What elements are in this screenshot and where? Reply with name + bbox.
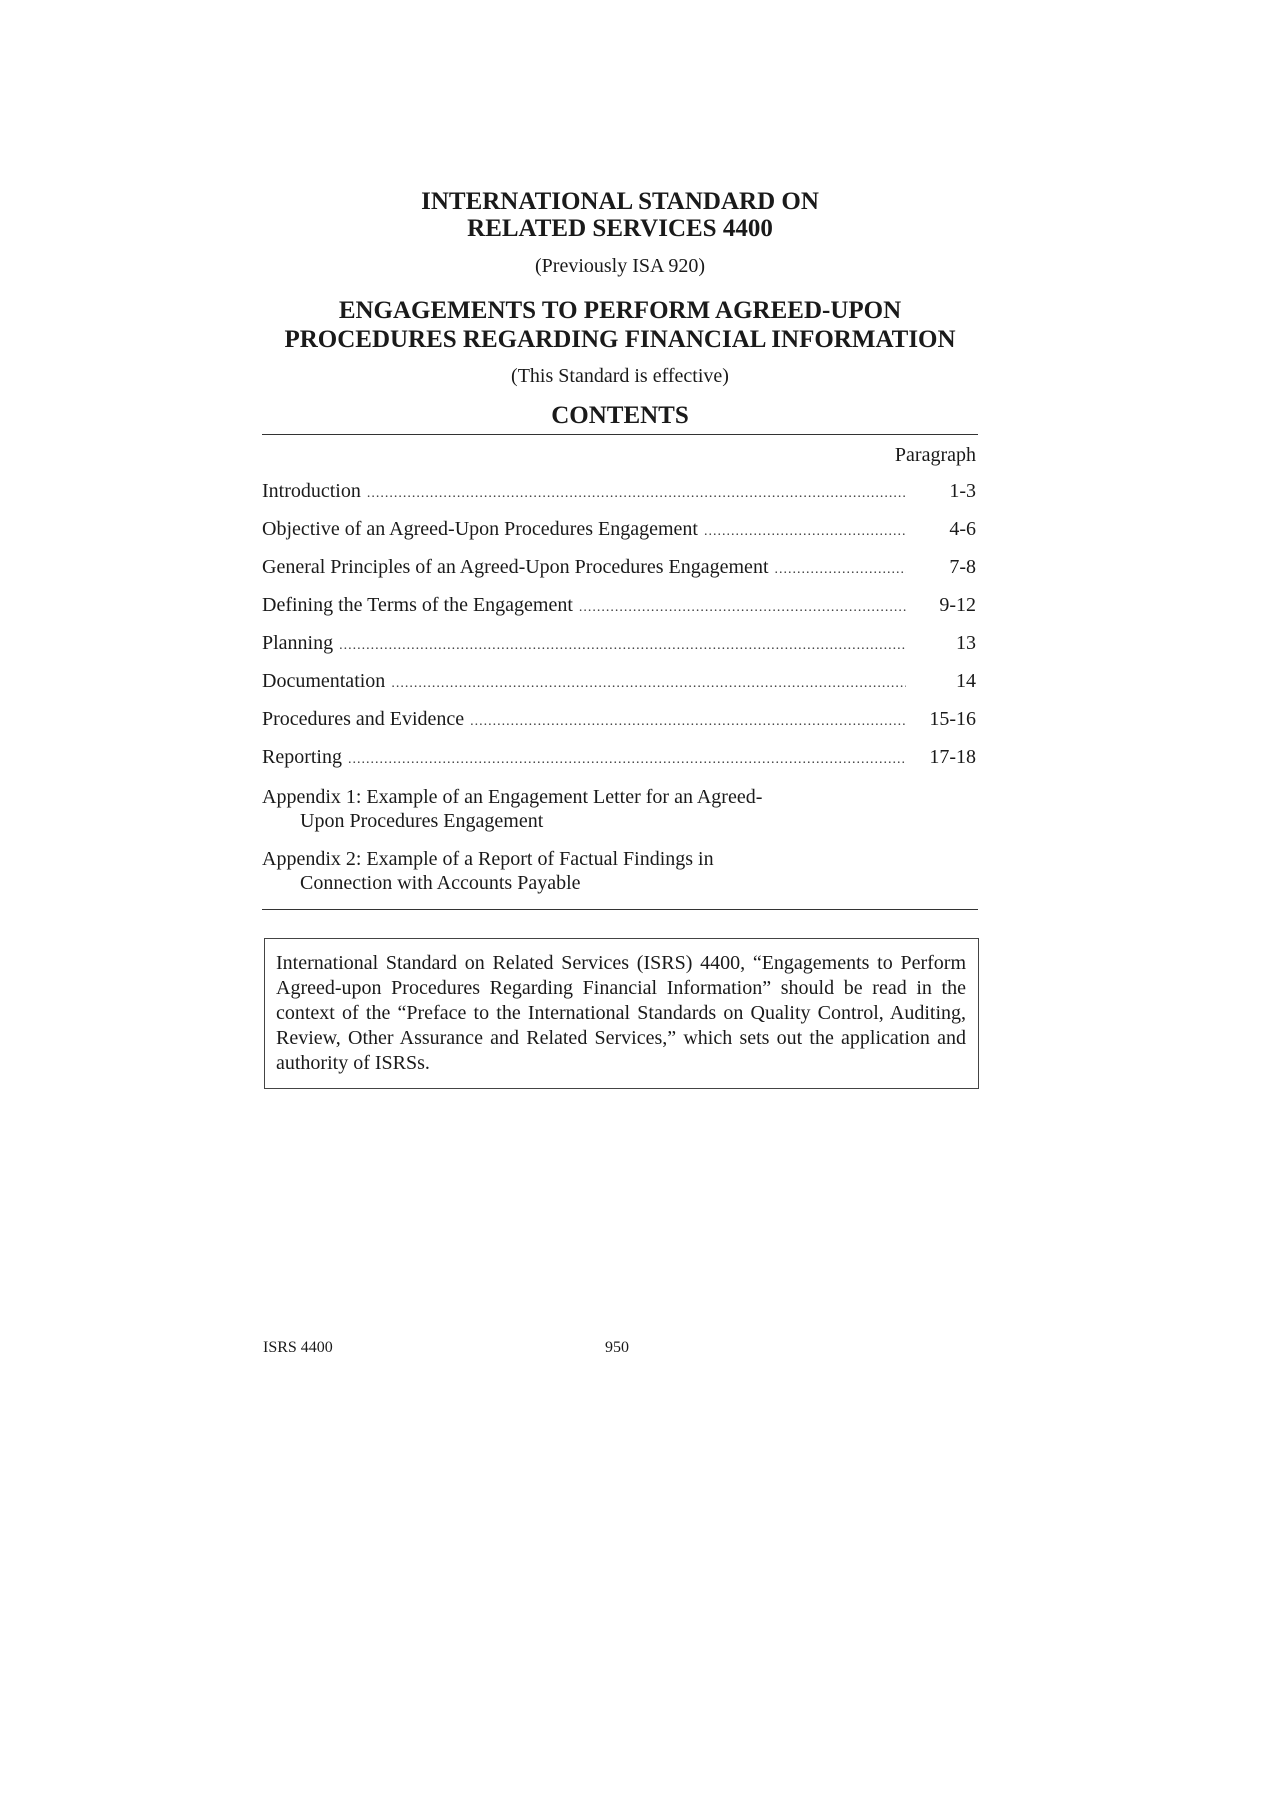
toc-leader-dots (367, 482, 906, 506)
engagement-title-line1: ENGAGEMENTS TO PERFORM AGREED-UPON (338, 297, 902, 324)
toc-row-objective[interactable] (262, 517, 978, 555)
toc-label: Reporting (262, 746, 342, 768)
footer-standard-ref: ISRS 4400 (263, 1339, 333, 1356)
toc-row-planning[interactable] (262, 631, 978, 669)
appendix-line2: Connection with Accounts Payable (300, 872, 581, 894)
appendix-line1: Appendix 1: Example of an Engagement Letter for an Agreed- (262, 786, 763, 808)
appendix-line2: Upon Procedures Engagement (300, 810, 544, 832)
toc-label: General Principles of an Agreed-Upon Procedures Engagement (262, 556, 769, 578)
toc-row-introduction[interactable] (262, 479, 978, 517)
toc-label: Procedures and Evidence (262, 708, 465, 730)
engagement-title (262, 296, 978, 354)
appendix-line1: Appendix 2: Example of a Report of Factual Findings in (262, 848, 714, 870)
title-block (262, 188, 978, 430)
toc-row-defining-terms[interactable] (262, 593, 978, 631)
effective-note: (This Standard is effective) (511, 365, 729, 387)
toc-label: Documentation (262, 670, 386, 692)
standard-title (262, 188, 978, 242)
toc-leader-dots (579, 596, 906, 620)
toc-leader-dots (775, 558, 907, 582)
toc-leader-dots (704, 520, 906, 544)
toc-appendix-1[interactable] (262, 785, 978, 833)
toc-paragraph-ref: 17-18 (929, 746, 976, 768)
toc-label: Planning (262, 632, 334, 654)
toc-leader-dots (391, 672, 906, 696)
toc-leader-dots (339, 634, 906, 658)
toc-row-reporting[interactable] (262, 745, 978, 783)
standard-title-line2: RELATED SERVICES 4400 (467, 215, 773, 242)
toc-label: Objective of an Agreed-Upon Procedures Engagement (262, 518, 698, 540)
toc-paragraph-ref: 15-16 (929, 708, 976, 730)
contents-bottom-rule (262, 909, 978, 910)
engagement-title-line2: PROCEDURES REGARDING FINANCIAL INFORMATION (284, 326, 956, 353)
toc-appendix-2[interactable] (262, 847, 978, 895)
standard-title-line1: INTERNATIONAL STANDARD ON (421, 188, 819, 215)
toc-paragraph-ref: 1-3 (949, 480, 976, 502)
toc-paragraph-ref: 13 (956, 632, 976, 654)
preface-notice-box: International Standard on Related Services (ISRS) 4400, “Engagements to Perform Agreed-upon Procedures Regarding Financial Information” should be read in the context of the “Preface to the International Standards on Quality Control, Auditing, Review, Other Assurance and Related Services,” which sets out the application and authority of ISRSs. (264, 938, 979, 1089)
table-of-contents (262, 479, 978, 895)
toc-row-procedures-evidence[interactable] (262, 707, 978, 745)
toc-label: Introduction (262, 480, 361, 502)
content-column (262, 188, 978, 1089)
paragraph-column-header: Paragraph (894, 444, 976, 466)
toc-leader-dots (348, 748, 906, 772)
toc-paragraph-ref: 9-12 (939, 594, 976, 616)
contents-heading: CONTENTS (551, 402, 689, 429)
footer-page-number: 950 (605, 1339, 629, 1356)
toc-row-general-principles[interactable] (262, 555, 978, 593)
toc-paragraph-ref: 14 (956, 670, 976, 692)
previously-note: (Previously ISA 920) (535, 255, 705, 277)
contents-top-rule (262, 434, 978, 435)
toc-row-documentation[interactable] (262, 669, 978, 707)
toc-paragraph-ref: 4-6 (949, 518, 976, 540)
toc-paragraph-ref: 7-8 (949, 556, 976, 578)
toc-leader-dots (470, 710, 906, 734)
toc-label: Defining the Terms of the Engagement (262, 594, 573, 616)
